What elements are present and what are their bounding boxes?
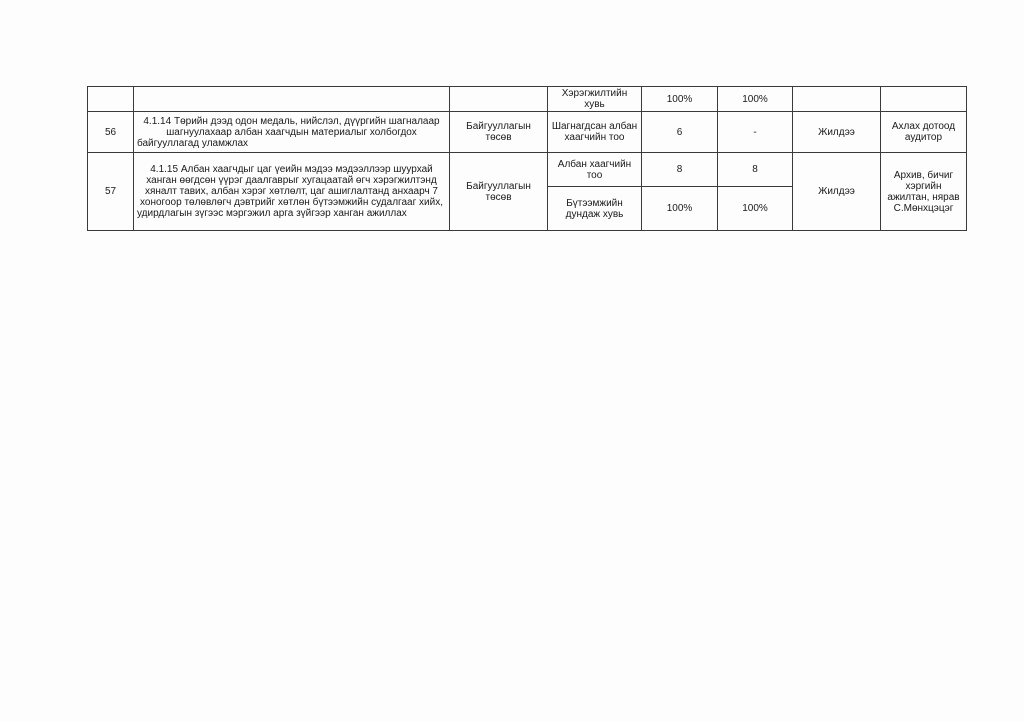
executor-cell: Ахлах дотоод аудитор [881,112,967,153]
row-number-cell: 56 [88,112,134,153]
responsible-cell [450,87,548,112]
row-number-cell: 57 [88,153,134,231]
indicator-cell: Шагнагдсан албан хаагчийн тоо [548,112,642,153]
term-cell [793,87,881,112]
action-plan-table [87,86,967,231]
term-cell: Жилдээ [793,112,881,153]
baseline-cell: 8 [642,153,718,187]
target-cell: - [718,112,793,153]
row-number-cell [88,87,134,112]
table-row [88,112,967,153]
baseline-cell: 100% [642,187,718,231]
baseline-cell: 6 [642,112,718,153]
table-row [88,153,967,187]
executor-cell: Архив, бичиг хэргийн ажилтан, нярав С.Мөнхцэцэг [881,153,967,231]
term-cell: Жилдээ [793,153,881,231]
responsible-cell: Байгууллагын төсөв [450,153,548,231]
target-cell: 8 [718,153,793,187]
target-cell: 100% [718,187,793,231]
indicator-cell: Бүтээмжийн дундаж хувь [548,187,642,231]
table-row [88,87,967,112]
activity-cell [134,87,450,112]
baseline-cell: 100% [642,87,718,112]
responsible-cell: Байгууллагын төсөв [450,112,548,153]
activity-cell: 4.1.14 Төрийн дээд одон медаль, нийслэл, дүүргийн шагналаар шагнуулахаар албан хаагчдын материалыг холбогдох байгууллагад уламжлах [134,112,450,153]
activity-cell: 4.1.15 Албан хаагчдыг цаг үеийн мэдээ мэдээллээр шуурхай ханган өөгдсөн үүрэг даалгаврыг хугацаатай өгч хэрэгжилтэнд хяналт тавих, албан хэрэг хөтлөлт, цаг ашиглалтанд анхаарч 7 хоногоор төлөвлөгч дэвтрийг хөтлөн бүтээмжийн судалгааг хийх, удирдлагын зүгээс мэргэжил арга зүйгээр ханган ажиллах [134,153,450,231]
indicator-cell: Албан хаагчийн тоо [548,153,642,187]
target-cell: 100% [718,87,793,112]
indicator-cell: Хэрэгжилтийн хувь [548,87,642,112]
executor-cell [881,87,967,112]
